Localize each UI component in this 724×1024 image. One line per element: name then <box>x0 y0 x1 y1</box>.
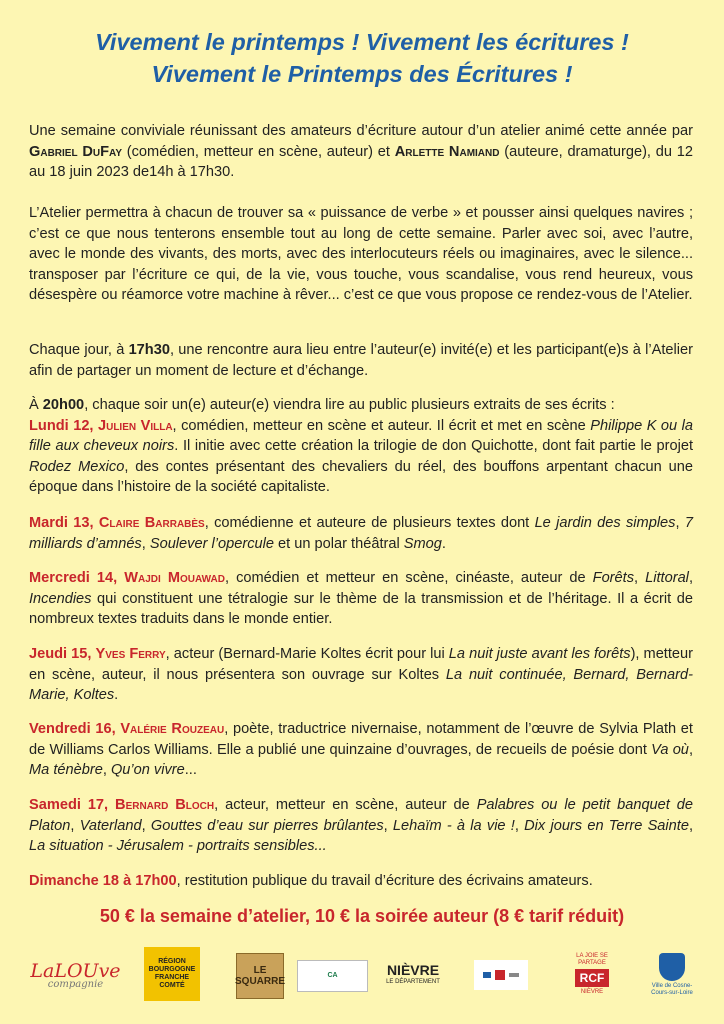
author-name: Gabriel DuFay <box>29 143 122 160</box>
shield-icon <box>659 953 685 981</box>
rcf-logo: LA JOIE SE PARTAGE RCF NIÈVRE <box>576 952 608 995</box>
dimanche-entry: Dimanche 18 à 17h00, restitution publique du travail d’écriture des écrivains amateurs. <box>29 873 593 889</box>
cosne-logo: Ville de Cosne-Cours-sur-Loire <box>650 952 694 998</box>
partner-logo <box>474 960 528 990</box>
daily-paragraph: Chaque jour, à 17h30, une rencontre aura lieu entre l’auteur(e) invité(e) et les participant(e)s à l’Atelier afin de partager un moment de lecture et d’échange. <box>29 342 693 379</box>
samedi-entry: Samedi 17, Bernard Bloch, acteur, metteur en scène, auteur de Palabres ou le petit banquet de Platon, Vaterland, Gouttes d’eau sur pierres brûlantes, Lehaïm - à la vie !, Dix jours en Terre Sainte, La situation - Jérusalem - portraits sensibles... <box>29 797 694 854</box>
vendredi-entry: Vendredi 16, Valérie Rouzeau, poète, traductrice nivernaise, notamment de l’œuvre de Sylvia Plath et de Williams Carlos Williams. Elle a publié une quinzaine d’ouvrages, de recueils de poésie dont Va où, Ma ténèbre, Qu’on vivre... <box>29 721 693 778</box>
intro-paragraph: Une semaine conviviale réunissant des amateurs d’écriture autour d’un atelier animé cette année par Gabriel DuFay (comédien, metteur en scène, auteur) et Arlette Namiand (auteure, dramaturge), du 12 au 18 juin 2023 de14h à 17h30. <box>29 123 694 180</box>
mardi-entry: Mardi 13, Claire Barrabès, comédienne et auteure de plusieurs textes dont Le jardin des simples, 7 milliards d’amnés, Soulever l’opercule et un polar théâtral Smog. <box>29 515 693 552</box>
lundi-entry: Lundi 12, Julien Villa, comédien, metteur en scène et auteur. Il écrit et met en scène Philippe K ou la fille aux cheveux noirs. Il initie avec cette création la trilogie de don Quichotte, dont fait partie le projet Rodez Mexico, des contes présentant des chevaliers du réel, des bouffons arpentant chacun une époque dans l’histoire de la société capitaliste. <box>29 417 693 495</box>
author-name: Arlette Namiand <box>394 143 500 160</box>
atelier-paragraph: L’Atelier permettra à chacun de trouver sa « puissance de verbe » et pousser ainsi quelques navires ; c’est ce que nous tenterons ensemble tout au long de cette semaine. Parler avec soi, avec l’autre, avec le monde des vivants, des morts, avec des interlocuteurs réels ou imaginaires, avec le silence... transposer par l’écriture ce qui, de la vie, vous touche, vous scandalise, vous rend heureux, vous désespère ou réamorce votre machine à rêver... c’est ce que vous propose ce rendez-vous de l’Atelier. <box>29 205 693 303</box>
title-line-2: Vivement le Printemps des Écritures ! <box>151 61 573 87</box>
title-line-1: Vivement le printemps ! Vivement les écritures ! <box>95 29 629 55</box>
le-squarre-logo: LE SQUARRE <box>236 953 284 999</box>
jeudi-entry: Jeudi 15, Yves Ferry, acteur (Bernard-Marie Koltes écrit pour lui La nuit juste avant les forêts), metteur en scène, auteur, il nous présentera son ouvrage sur Koltes La nuit continuée, Bernard, Bernard-Marie, Koltes. <box>29 646 694 703</box>
region-bfc-logo: RÉGION BOURGOGNE FRANCHE COMTÉ <box>144 947 200 1001</box>
evening-block <box>29 395 693 498</box>
mercredi-entry: Mercredi 14, Wajdi Mouawad, comédien et metteur en scène, cinéaste, auteur de Forêts, Littoral, Incendies qui constituent une tétralogie sur le thème de la transmission et de l’héritage. Il a écrit de nombreux textes traduits dans le monde entier. <box>29 570 693 627</box>
price-line: 50 € la semaine d’atelier, 10 € la soirée auteur (8 € tarif réduit) <box>99 906 625 926</box>
nievre-logo: NIÈVRE LE DÉPARTEMENT <box>386 962 440 985</box>
credit-agricole-logo: CA <box>297 960 368 992</box>
partner-logos <box>0 946 724 1006</box>
evening-intro: À 20h00, chaque soir un(e) auteur(e) viendra lire au public plusieurs extraits de ses écrits : <box>29 397 615 413</box>
la-louve-logo: LaLOUve compagnie <box>30 960 121 990</box>
